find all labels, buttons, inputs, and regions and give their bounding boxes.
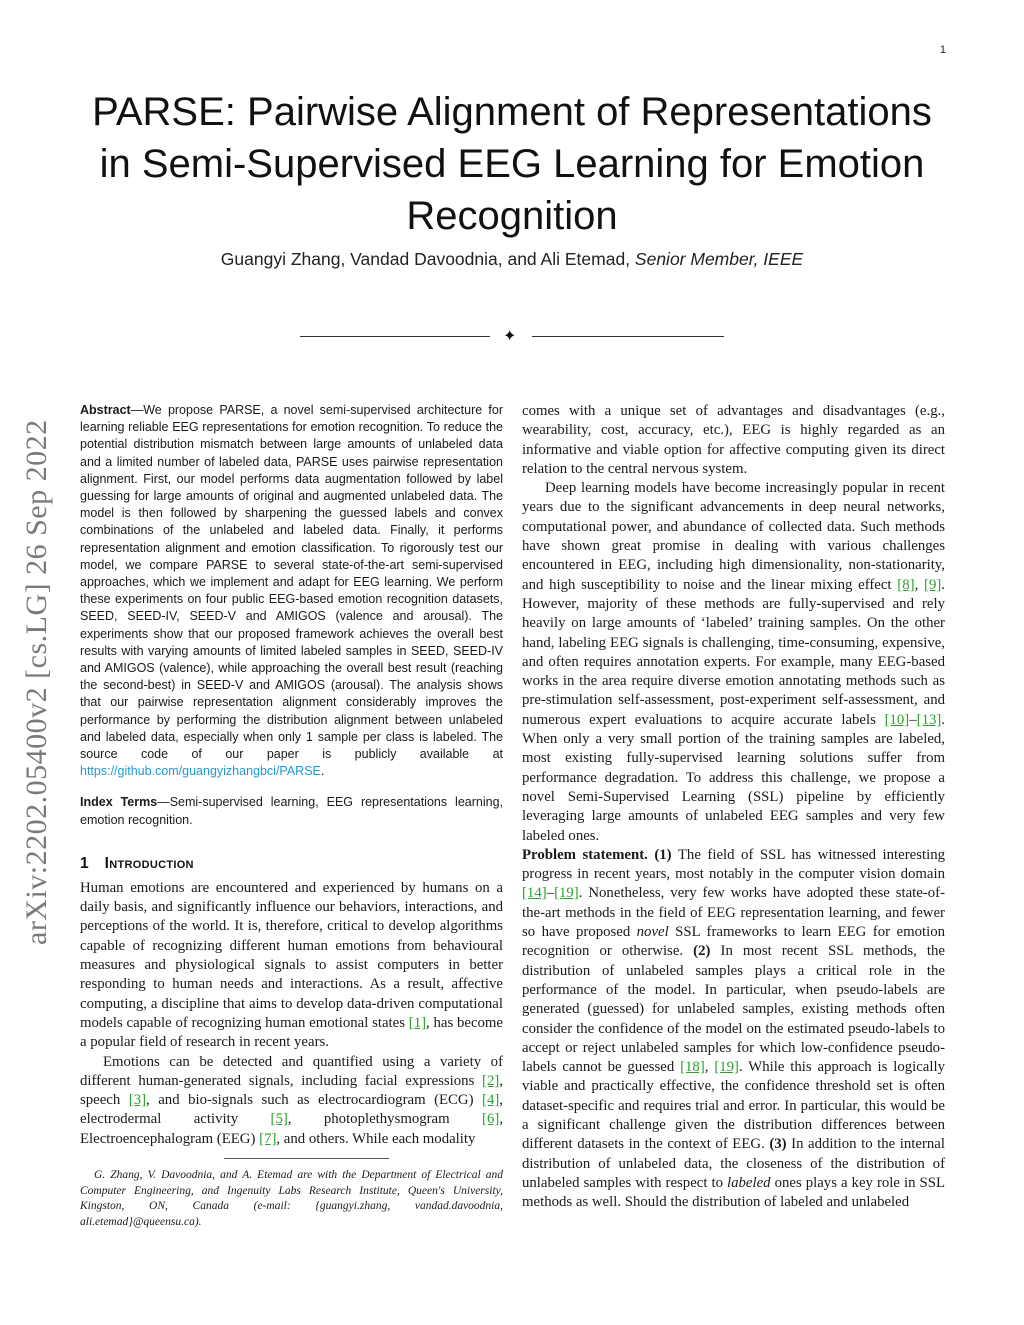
- citation-link[interactable]: [19]: [714, 1059, 739, 1076]
- abstract-end: .: [320, 764, 325, 779]
- page-number: 1: [939, 44, 946, 56]
- author-line: [80, 249, 944, 270]
- footnote-rule: [224, 1158, 389, 1159]
- citation-link[interactable]: [1]: [408, 1014, 427, 1031]
- paper-title: PARSE: Pairwise Alignment of Representations in Semi-Supervised EEG Learning for Emotion Recognition: [92, 90, 932, 238]
- author-membership: Senior Member, IEEE: [634, 249, 804, 269]
- intro-paragraph-1: Human emotions are encountered and experienced by humans on a daily basis, and significantly influence our behaviors, interactions, and perceptions of the world. It is, therefore, critical to develop algorithms capable of recognizing different human emotions from behavioural measures and physiological signals to assist computers in better responding to human needs and interactions. As a result, affective computing, a discipline that aims to develop data-driven computational models capable of recognizing human emotional states [1], has become a popular field of research in recent years.: [80, 879, 503, 1051]
- arxiv-identifier: arXiv:2202.05400v2 [cs.LG] 26 Sep 2022: [20, 419, 53, 945]
- abstract-label: Abstract: [80, 403, 131, 417]
- section-title: Introduction: [104, 854, 194, 872]
- citation-link[interactable]: [3]: [128, 1092, 147, 1109]
- problem-statement-label: Problem statement.: [522, 846, 648, 863]
- abstract-text: —We propose PARSE, a novel semi-supervised architecture for learning reliable EEG representations for emotion recognition. To reduce the potential distribution mismatch between large amounts of unlabeled data and a limited number of labeled data, PARSE uses pairwise representation alignment. First, our model performs data augmentation followed by label guessing for large amounts of original and augmented unlabeled data. The model is then followed by sharpening the guessed labels and convex combinations of the unlabeled and labeled data. Finally, it performs representation alignment and emotion classification. To rigorously test our model, we compare PARSE to several state-of-the-art semi-supervised approaches, which we implement and adapt for EEG learning. We perform these experiments on four public EEG-based emotion recognition datasets, SEED, SEED-IV, SEED-V and AMIGOS (valence and arousal). The experiments show that our proposed framework achieves the overall best results with varying amounts of limited labeled samples in SEED, SEED-IV and AMIGOS (valence), while approaching the overall best result (reaching the second-best) in SEED-V and AMIGOS (arousal). The analysis shows that our pairwise representation alignment considerably improves the performance by performing the distribution alignment between unlabeled and labeled data, especially when only 1 sample per class is labeled. The source code of our paper is publicly available at: [80, 403, 503, 762]
- citation-link[interactable]: [7]: [259, 1130, 277, 1147]
- citation-link[interactable]: [18]: [680, 1059, 705, 1076]
- index-terms-text: —Semi-supervised learning, EEG representations learning, emotion recognition.: [80, 795, 503, 827]
- citation-link[interactable]: [8]: [897, 576, 915, 593]
- citation-link[interactable]: [19]: [554, 885, 579, 902]
- citation-link[interactable]: [9]: [924, 576, 942, 593]
- left-column: [80, 402, 503, 1230]
- intro-paragraph-2-continued: comes with a unique set of advantages and disadvantages (e.g., wearability, cost, accuracy, etc.), EEG is highly regarded as an informative and viable option for affective computing given its direct relation to the central nervous system.: [522, 403, 945, 477]
- citation-link[interactable]: [14]: [522, 885, 547, 902]
- intro-paragraph-3: Deep learning models have become increasingly popular in recent years due to the significant advancements in deep neural networks, computational power, and abundance of collected data. Such methods have shown great promise in dealing with various challenges encountered in EEG, including high dimensionality, non-stationarity, and high susceptibility to noise and the linear mixing effect [8], [9]. However, majority of these methods are fully-supervised and rely heavily on large amounts of ‘labeled’ training samples. On the other hand, labeling EEG signals is challenging, time-consuming, expensive, and often requires annotation experts. For example, many EEG-based works in the area require diverse emotion annotating methods such as pre-stimulation self-assessment, post-experiment self-assessment, and numerous expert evaluations to acquire accurate labels [10]–[13]. When only a very small portion of the training samples are labeled, most existing fully-supervised learning solutions suffer from performance degradation. To address this challenge, we propose a novel Semi-Supervised Learning (SSL) pipeline by efficiently leveraging large amounts of unlabeled EEG samples and very few labeled ones.: [522, 480, 945, 844]
- author-names: Guangyi Zhang, Vandad Davoodnia, and Ali Etemad,: [220, 249, 631, 269]
- citation-link[interactable]: [4]: [482, 1092, 500, 1109]
- intro-paragraph-2: Emotions can be detected and quantified using a variety of different human-generated signals, including facial expressions [2], speech [3], and bio-signals such as electrocardiogram (ECG) [4], electrodermal activity [5], photoplethysmogram [6], Electroencephalogram (EEG) [7], and others. While each modality: [80, 1053, 504, 1147]
- index-terms-label: Index Terms: [80, 795, 158, 810]
- author-affiliation-footnote: G. Zhang, V. Davoodnia, and A. Etemad are with the Department of Electrical and Computer Engineering, and Ingenuity Labs Research Institute, Queen's University, Kingston, ON, Canada (e-mail: {guangyi.zhang, vandad.davoodnia, ali.etemad}@queensu.ca).: [80, 1169, 503, 1228]
- citation-link[interactable]: [5]: [270, 1111, 288, 1128]
- section-number: 1: [80, 854, 89, 872]
- citation-link[interactable]: [13]: [916, 711, 942, 728]
- separator-line-left: [300, 336, 490, 337]
- section-heading-introduction: [80, 855, 503, 873]
- citation-link[interactable]: [2]: [482, 1072, 500, 1089]
- title-separator: [300, 326, 724, 346]
- separator-star-icon: ✦: [503, 326, 517, 345]
- right-column: [522, 402, 945, 1212]
- separator-line-right: [532, 336, 724, 337]
- citation-link[interactable]: [10]: [884, 711, 910, 728]
- citation-link[interactable]: [6]: [482, 1111, 500, 1128]
- problem-statement-paragraph: Problem statement. (1) The field of SSL has witnessed interesting progress in recent years, most notably in the computer vision domain [14]–[19]. Nonetheless, very few works have adopted these state-of-the-art methods in the field of EEG representation learning, and fewer so have proposed novel SSL frameworks to learn EEG for emotion recognition or otherwise. (2) In most recent SSL methods, the distribution of unlabeled samples plays a critical role in the performance of the model. In particular, when pseudo-labels are generated (guessed) for unlabeled samples, existing methods often consider the confidence of the model on the estimated pseudo-labels to accept or reject unlabeled samples for which low-confidence pseudo-labels cannot be guessed [18], [19]. While this approach is logically viable and practically effective, the confidence threshold set is often dataset-specific and requires trial and error. In particular, this would be a significant challenge given the distribution differences between different datasets in the context of EEG. (3) In addition to the internal distribution of unlabeled data, the closeness of the distribution of unlabeled samples with respect to labeled ones plays a key role in SSL methods as well. Should the distribution of labeled and unlabeled: [522, 846, 945, 1211]
- source-code-link[interactable]: https://github.com/guangyizhangbci/PARSE: [80, 764, 321, 779]
- index-terms: [80, 794, 503, 828]
- abstract: [80, 402, 503, 780]
